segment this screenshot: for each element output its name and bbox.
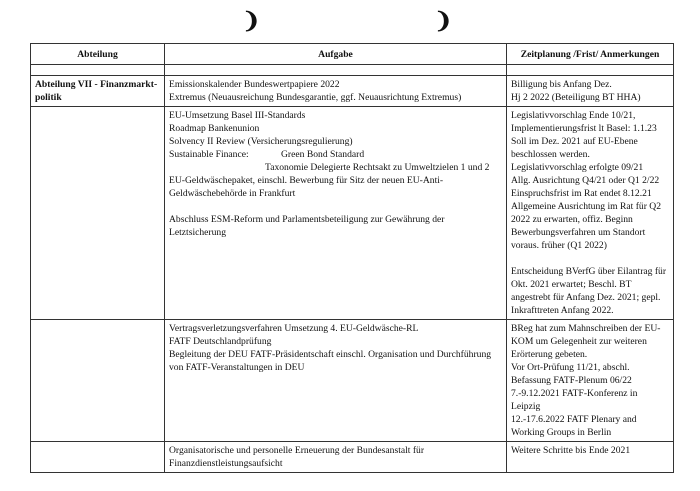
task-item: Begleitung der DEU FATF-Präsidentschaft einschl. Organisation und Durchführung von FATF-Veranstaltungen in DEU (169, 349, 492, 373)
note-item: Allgemeine Ausrichtung im Rat für Q2 2022 zu erwarten, offiz. Beginn Bewerbungsverfahren um Standort voraus. früher (Q1 2022) (511, 201, 662, 251)
note-item: Legislativvorschlag erfolgte 09/21 (511, 162, 644, 173)
note-item: Soll im Dez. 2021 auf EU-Ebene beschlossen werden. (511, 136, 638, 160)
task-cell (165, 107, 507, 320)
task-item: EU-Geldwäschepaket, einschl. Bewerbung für Sitz der neuen EU-Anti-Geldwäschebehörde in Frankfurt (169, 175, 444, 199)
notes-cell (507, 76, 674, 107)
notes-cell (507, 442, 674, 473)
table-row (31, 442, 674, 473)
note-item: Allg. Ausrichtung Q4/21 oder Q1 2/22 (511, 175, 660, 186)
task-cell (165, 76, 507, 107)
note-item: BReg hat zum Mahnschreiben der EU-KOM um Gelegenheit zur weiteren Erörterung gebeten. (511, 323, 661, 360)
note-item: Weitere Schritte bis Ende 2021 (511, 445, 631, 456)
table-row (31, 320, 674, 442)
task-item: Vertragsverletzungsverfahren Umsetzung 4. EU-Geldwäsche-RL (169, 323, 419, 334)
header-schedule: Zeitplanung /Frist/ Anmerkungen (507, 44, 674, 65)
header-task: Aufgabe (165, 44, 507, 65)
task-item: EU-Umsetzung Basel III-Standards (169, 110, 306, 121)
notes-cell (507, 320, 674, 442)
header-department: Abteilung (31, 44, 165, 65)
note-item: 12.-17.6.2022 FATF Plenary and Working Groups in Berlin (511, 414, 637, 438)
task-item: Emissionskalender Bundeswertpapiere 2022 (169, 79, 340, 90)
department-cell (31, 107, 165, 320)
task-item: Solvency II Review (Versicherungsregulierung) (169, 136, 353, 147)
task-item (169, 148, 502, 161)
task-label: Sustainable Finance: (169, 149, 249, 160)
task-item: Roadmap Bankenunion (169, 123, 260, 134)
notes-cell (507, 107, 674, 320)
table-row (31, 107, 674, 320)
task-cell (165, 442, 507, 473)
punch-hole-mark-right: ❩ (434, 8, 453, 33)
task-item: Organisatorische und personelle Erneuerung der Bundesanstalt für Finanzdienstleistungsaufsicht (169, 445, 425, 469)
task-cell (165, 320, 507, 442)
punch-hole-mark-left: ❩ (242, 8, 261, 33)
note-item: Vor Ort-Prüfung 11/21, abschl. Befassung FATF-Plenum 06/22 (511, 362, 632, 386)
department-cell (31, 320, 165, 442)
task-item: Abschluss ESM-Reform und Parlamentsbeteiligung zur Gewährung der Letztsicherung (169, 214, 445, 238)
note-item: Billigung bis Anfang Dez. (511, 79, 612, 90)
schedule-table (30, 43, 674, 473)
note-item: Entscheidung BVerfG über Eilantrag für Okt. 2021 erwartet; Beschl. BT angestrebt für Anfang Dez. 2021; gepl. Inkrafttreten Anfang 2022. (511, 266, 667, 316)
task-item: Extremus (Neuausreichung Bundesgarantie, ggf. Neuausrichtung Extremus) (169, 92, 462, 103)
table-header-row (31, 44, 674, 65)
department-cell (31, 442, 165, 473)
task-item: FATF Deutschlandprüfung (169, 336, 272, 347)
task-subitem: Taxonomie Delegierte Rechtsakt zu Umweltzielen 1 und 2 (265, 162, 490, 173)
note-item: 7.-9.12.2021 FATF-Konferenz in Leipzig (511, 388, 638, 412)
note-item: Einspruchsfrist im Rat endet 8.12.21 (511, 188, 652, 199)
department-cell: Abteilung VII - Finanzmarkt-politik (31, 76, 165, 107)
note-item: Hj 2 2022 (Beteiligung BT HHA) (511, 92, 641, 103)
table-row (31, 76, 674, 107)
table-spacer-row (31, 65, 674, 76)
task-subitem: Green Bond Standard (281, 149, 365, 160)
note-item: Legislativvorschlag Ende 10/21, Implementierungsfrist lt Basel: 1.1.23 (511, 110, 657, 134)
